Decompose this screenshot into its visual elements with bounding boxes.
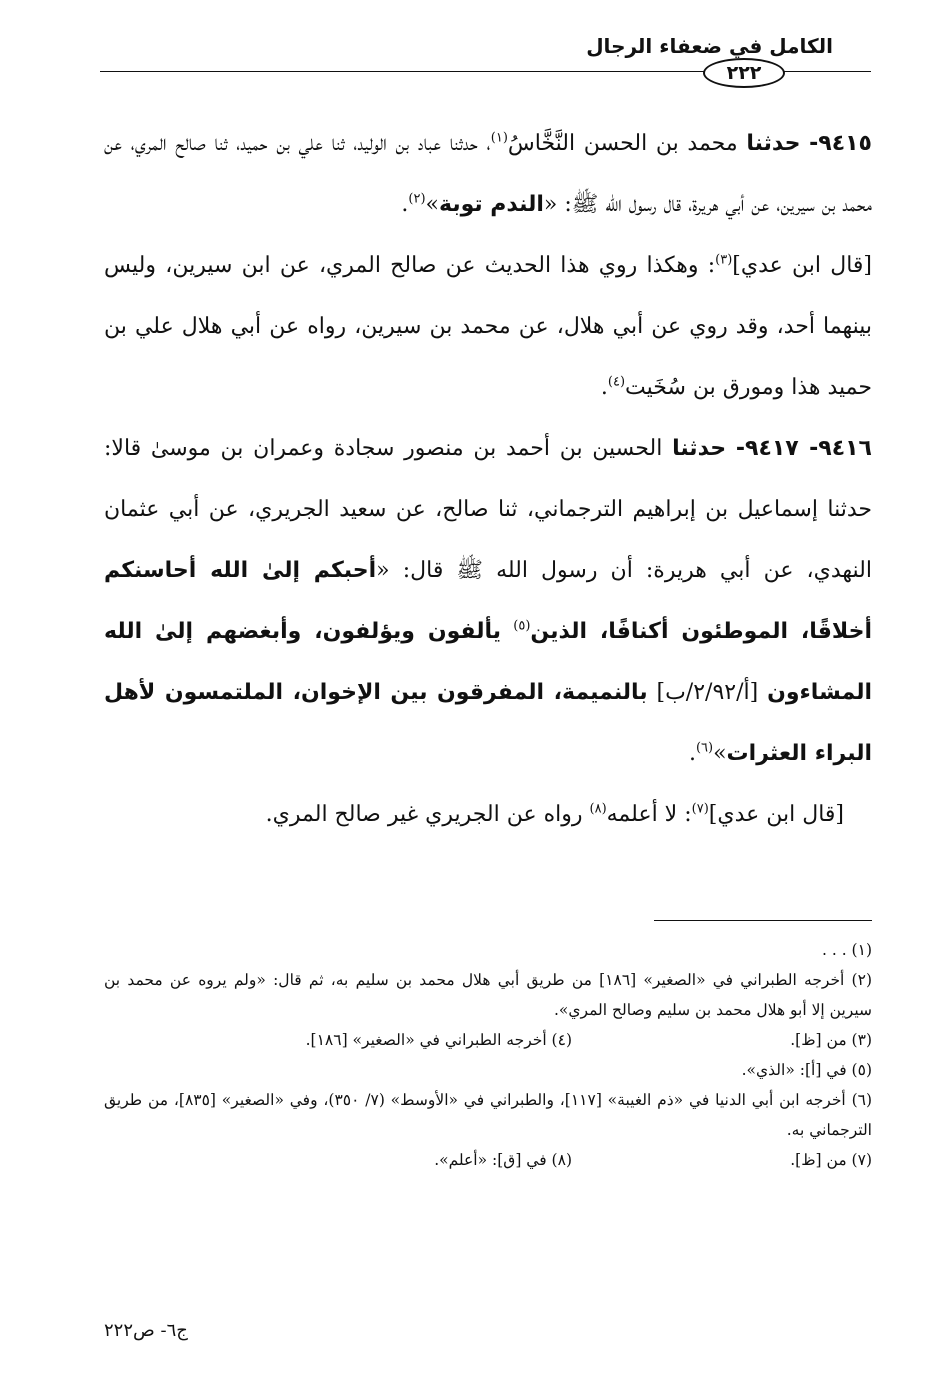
page-number-badge <box>703 58 785 88</box>
footnote-marker: (٤) <box>607 374 626 390</box>
text-segment: . <box>600 375 608 400</box>
hadith-9415 <box>104 113 872 235</box>
footnote-separator <box>654 920 872 921</box>
text-segment: [قال ابن عدي] <box>732 253 872 278</box>
hadith-lead: حدثنا <box>746 131 801 156</box>
commentary-1 <box>104 235 872 418</box>
text-segment: » <box>425 192 439 217</box>
footnote-marker: (٣) <box>715 252 733 268</box>
hadith-matn: الندم توبة <box>438 192 544 217</box>
hadith-9416-9417 <box>104 418 872 784</box>
footnote-1: (١) . . . <box>822 941 872 959</box>
footnote-marker: (٥) <box>513 618 531 634</box>
hadith-matn: بالنميمة، المفرقون بين الإخوان، الملتمسون لأهل البراء العثرات <box>104 680 872 766</box>
text-segment: . <box>401 192 409 217</box>
text-segment: : وهكذا روي هذا الحديث عن صالح المري، عن ابن سيرين، وليس بينهما أحد، وقد روي عن أبي هلال، عن محمد بن سيرين، رواه عن أبي هلال علي بن حميد هذا ومورق بن سُخَيت <box>104 253 872 400</box>
text-segment: [قال ابن عدي] <box>708 802 844 827</box>
footnote-5: (٥) في [أ]: «الذي». <box>741 1061 872 1079</box>
text-segment: . <box>688 741 696 766</box>
commentary-2 <box>104 784 872 845</box>
footnote-7: (٧) من [ظ]. <box>790 1151 872 1169</box>
text-segment: محمد بن الحسن النَّخَّاسُ <box>507 131 738 156</box>
footnote-marker: (١) <box>490 130 508 146</box>
footnote-marker: (٢) <box>408 191 426 207</box>
footnote-2: (٢) أخرجه الطبراني في «الصغير» [١٨٦] من طريق أبي هلال محمد بن سليم به، ثم قال: «ولم يروه عن محمد بن سيرين إلا أبو هلال محمد بن سليم وصالح المري». <box>104 971 872 1019</box>
footnote-8: (٨) في [ق]: «أعلم». <box>434 1151 572 1169</box>
footnote-marker: (٧) <box>691 801 709 817</box>
text-segment: » <box>713 741 727 766</box>
footnote-3: (٣) من [ظ]. <box>790 1031 872 1049</box>
hadith-number: ٩٤١٥- <box>809 131 872 156</box>
manuscript-ref: [أ/٢/٩٢/ب] <box>656 680 759 705</box>
running-header-title: الكامل في ضعفاء الرجال <box>586 34 833 58</box>
text-segment: ، حدثنا عباد بن الوليد، ثنا علي بن حميد، ثنا صالح المري، عن محمد بن سيرين، عن أبي هريرة، قال رسول الله ﷺ: « <box>104 131 872 217</box>
hadith-number: ٩٤١٦- ٩٤١٧- <box>735 436 872 461</box>
text-segment: الحسين بن أحمد بن منصور سجادة وعمران بن موسىٰ قالا: حدثنا إسماعيل بن إبراهيم الترجماني، ثنا صالح، عن سعيد الجريري، عن أبي عثمان النهدي، عن أبي هريرة: أن رسول الله ﷺ قال: « <box>104 436 872 583</box>
hadith-lead: حدثنا <box>672 436 727 461</box>
volume-page-reference: ج٦- ص٢٢٢ <box>104 1320 188 1341</box>
footnote-marker: (٨) <box>589 801 607 817</box>
text-segment: : لا أعلمه <box>606 802 692 827</box>
main-text <box>104 113 872 845</box>
footnote-row-3-4 <box>104 1025 872 1055</box>
footnote-4: (٤) أخرجه الطبراني في «الصغير» [١٨٦]. <box>305 1031 572 1049</box>
footnote-row-7-8 <box>104 1145 872 1175</box>
footnotes <box>104 935 872 1175</box>
hadith-matn: أحبكم إلىٰ الله أحاسنكم أخلاقًا، الموطئون أكنافًا، الذين <box>104 558 873 644</box>
footnote-6: (٦) أخرجه ابن أبي الدنيا في «ذم الغيبة» [١١٧]، والطبراني في «الأوسط» (٧/ ٣٥٠)، وفي «الصغير» [٨٣٥]، من طريق الترجماني به. <box>104 1091 873 1139</box>
page-number: ٢٢٢ <box>726 62 762 84</box>
footnote-marker: (٦) <box>695 740 714 756</box>
hadith-matn: يألفون ويؤلفون، وأبغضهم إلىٰ الله المشاءون <box>104 619 873 705</box>
text-segment: رواه عن الجريري غير صالح المري. <box>265 802 583 827</box>
